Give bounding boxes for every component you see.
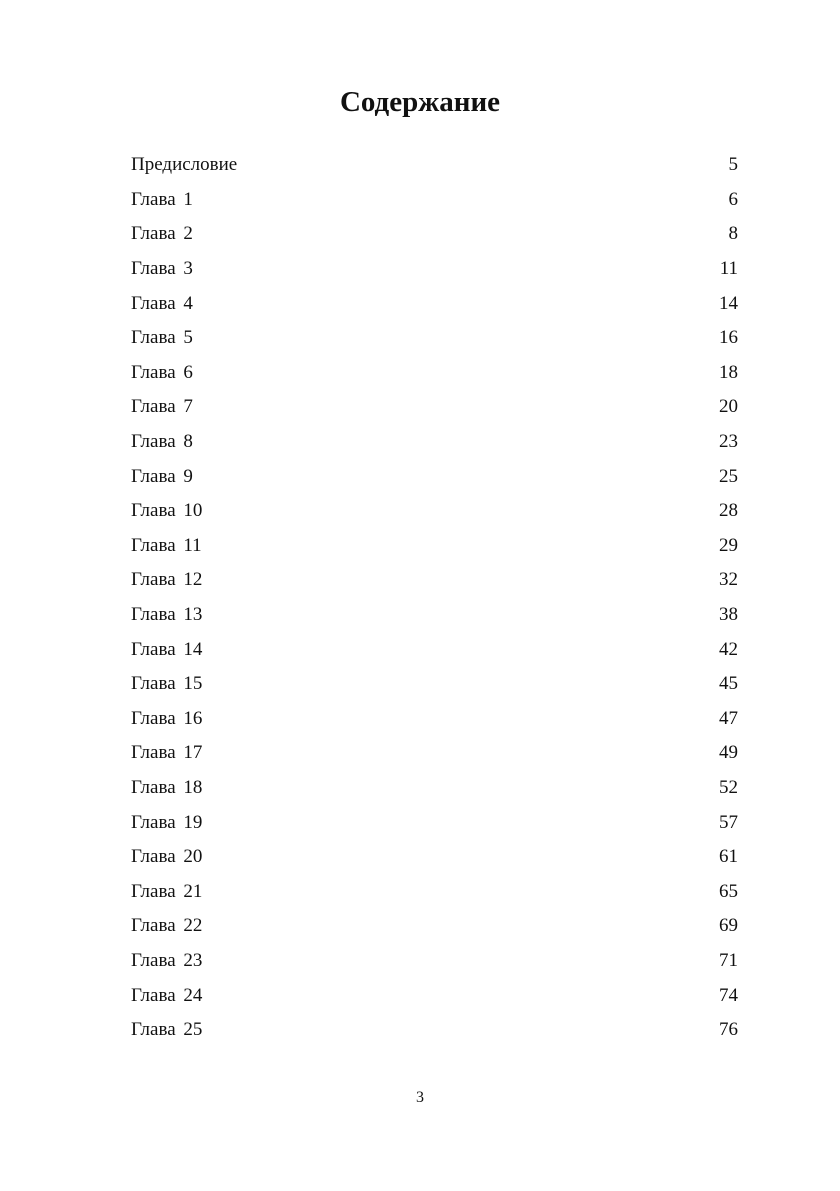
toc-entry-label: Глава 10 bbox=[131, 499, 208, 523]
toc-entry[interactable] bbox=[131, 252, 738, 287]
toc-entry-label: Глава 20 bbox=[131, 845, 208, 869]
dot-leader bbox=[208, 741, 702, 765]
toc-entry[interactable] bbox=[131, 771, 738, 806]
toc-entry-label: Глава 9 bbox=[131, 465, 199, 489]
toc-entry[interactable] bbox=[131, 667, 738, 702]
toc-entry[interactable] bbox=[131, 944, 738, 979]
toc-entry-page: 23 bbox=[716, 430, 738, 454]
toc-entry-label: Глава 6 bbox=[131, 361, 199, 385]
dot-leader bbox=[208, 811, 702, 835]
dot-leader bbox=[199, 188, 702, 212]
toc-entry-page: 11 bbox=[716, 257, 738, 281]
toc-entry[interactable] bbox=[131, 909, 738, 944]
toc-entry-page: 16 bbox=[716, 326, 738, 350]
toc-entry[interactable] bbox=[131, 598, 738, 633]
page-number: 3 bbox=[416, 1089, 424, 1106]
dot-leader bbox=[199, 395, 702, 419]
dot-leader bbox=[199, 292, 702, 316]
toc-entry[interactable] bbox=[131, 148, 738, 183]
toc-entry[interactable] bbox=[131, 805, 738, 840]
toc-entry-label: Глава 12 bbox=[131, 568, 208, 592]
dot-leader bbox=[208, 638, 702, 662]
toc-entry-label: Глава 1 bbox=[131, 188, 199, 212]
toc-entry-label: Глава 24 bbox=[131, 984, 208, 1008]
dot-leader bbox=[199, 465, 702, 489]
dot-leader bbox=[208, 880, 702, 904]
toc-entry-page: 45 bbox=[716, 672, 738, 696]
toc-entry-page: 29 bbox=[716, 534, 738, 558]
toc-entry-page: 14 bbox=[716, 292, 738, 316]
toc-entry-label: Глава 11 bbox=[131, 534, 208, 558]
toc-entry-label: Глава 17 bbox=[131, 741, 208, 765]
toc-entry-page: 52 bbox=[716, 776, 738, 800]
toc-entry-page: 25 bbox=[716, 465, 738, 489]
dot-leader bbox=[199, 257, 702, 281]
toc-entry-page: 5 bbox=[716, 153, 738, 177]
toc-entry-label: Глава 8 bbox=[131, 430, 199, 454]
dot-leader bbox=[208, 776, 702, 800]
toc-entry-page: 42 bbox=[716, 638, 738, 662]
toc-entry[interactable] bbox=[131, 425, 738, 460]
toc-entry-label: Глава 18 bbox=[131, 776, 208, 800]
page-title: Содержание bbox=[339, 86, 501, 118]
dot-leader bbox=[199, 222, 702, 246]
toc-entry[interactable] bbox=[131, 702, 738, 737]
toc-entry-label: Глава 5 bbox=[131, 326, 199, 350]
toc-entry[interactable] bbox=[131, 286, 738, 321]
toc-entry[interactable] bbox=[131, 390, 738, 425]
toc-entry[interactable] bbox=[131, 736, 738, 771]
toc-entry[interactable] bbox=[131, 183, 738, 218]
toc-entry-page: 69 bbox=[716, 914, 738, 938]
toc-entry-page: 6 bbox=[716, 188, 738, 212]
toc-entry[interactable] bbox=[131, 217, 738, 252]
dot-leader bbox=[208, 568, 702, 592]
toc-entry-page: 8 bbox=[716, 222, 738, 246]
dot-leader bbox=[243, 153, 702, 177]
dot-leader bbox=[208, 534, 702, 558]
toc-entry-label: Глава 16 bbox=[131, 707, 208, 731]
toc-entry[interactable] bbox=[131, 840, 738, 875]
table-of-contents bbox=[131, 148, 738, 1047]
dot-leader bbox=[208, 499, 702, 523]
toc-entry-page: 38 bbox=[716, 603, 738, 627]
toc-entry[interactable] bbox=[131, 494, 738, 529]
dot-leader bbox=[208, 1018, 702, 1042]
dot-leader bbox=[208, 914, 702, 938]
toc-entry-label: Глава 14 bbox=[131, 638, 208, 662]
toc-entry-page: 32 bbox=[716, 568, 738, 592]
dot-leader bbox=[208, 949, 702, 973]
toc-entry[interactable] bbox=[131, 1013, 738, 1048]
toc-entry-label: Предисловие bbox=[131, 153, 243, 177]
toc-entry[interactable] bbox=[131, 874, 738, 909]
toc-entry-page: 20 bbox=[716, 395, 738, 419]
dot-leader bbox=[199, 326, 702, 350]
toc-entry-label: Глава 3 bbox=[131, 257, 199, 281]
toc-entry-page: 74 bbox=[716, 984, 738, 1008]
toc-entry-label: Глава 4 bbox=[131, 292, 199, 316]
toc-entry-page: 57 bbox=[716, 811, 738, 835]
dot-leader bbox=[199, 430, 702, 454]
toc-entry[interactable] bbox=[131, 356, 738, 391]
dot-leader bbox=[199, 361, 702, 385]
toc-entry-page: 65 bbox=[716, 880, 738, 904]
toc-entry[interactable] bbox=[131, 459, 738, 494]
toc-entry[interactable] bbox=[131, 321, 738, 356]
toc-entry[interactable] bbox=[131, 632, 738, 667]
toc-entry-label: Глава 2 bbox=[131, 222, 199, 246]
dot-leader bbox=[208, 984, 702, 1008]
toc-entry-label: Глава 23 bbox=[131, 949, 208, 973]
toc-entry-page: 28 bbox=[716, 499, 738, 523]
toc-entry-page: 71 bbox=[716, 949, 738, 973]
toc-entry-label: Глава 15 bbox=[131, 672, 208, 696]
toc-entry-page: 49 bbox=[716, 741, 738, 765]
toc-entry-label: Глава 19 bbox=[131, 811, 208, 835]
toc-entry-label: Глава 21 bbox=[131, 880, 208, 904]
toc-entry-label: Глава 7 bbox=[131, 395, 199, 419]
dot-leader bbox=[208, 845, 702, 869]
dot-leader bbox=[208, 603, 702, 627]
toc-entry-label: Глава 22 bbox=[131, 914, 208, 938]
toc-entry-page: 61 bbox=[716, 845, 738, 869]
dot-leader bbox=[208, 707, 702, 731]
toc-entry-label: Глава 25 bbox=[131, 1018, 208, 1042]
dot-leader bbox=[208, 672, 702, 696]
toc-entry-page: 47 bbox=[716, 707, 738, 731]
toc-entry[interactable] bbox=[131, 978, 738, 1013]
toc-entry[interactable] bbox=[131, 563, 738, 598]
toc-entry-page: 76 bbox=[716, 1018, 738, 1042]
toc-entry-page: 18 bbox=[716, 361, 738, 385]
toc-entry-label: Глава 13 bbox=[131, 603, 208, 627]
toc-entry[interactable] bbox=[131, 529, 738, 564]
